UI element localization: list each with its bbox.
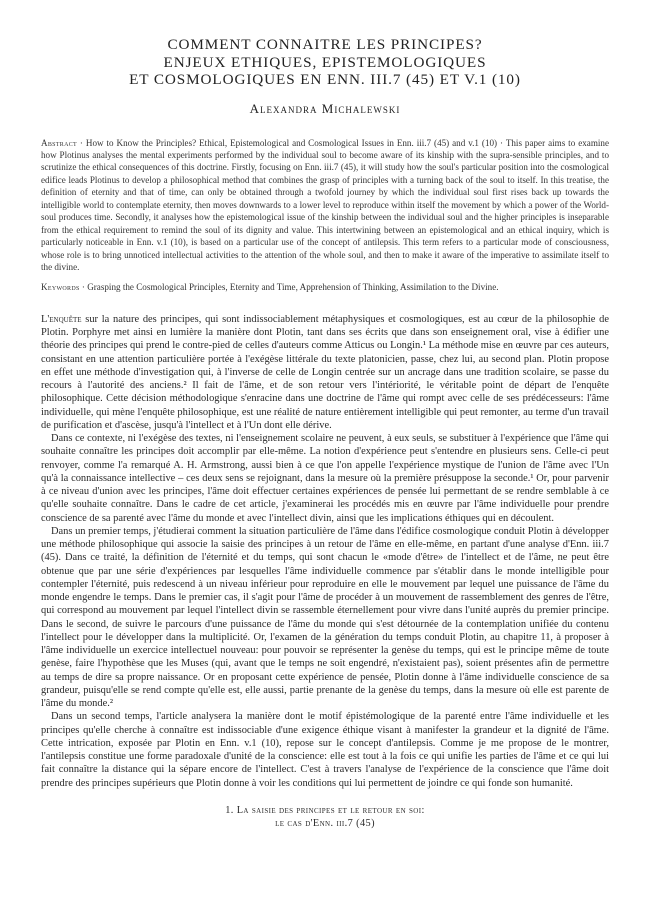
abstract-label: Abstract — [41, 137, 77, 148]
lead-word: L'enquête — [41, 313, 82, 325]
paragraph-4: Dans un second temps, l'article analysera la manière dont le motif épistémologique de la parenté entre l'âme individuelle et les principes qu'elle cherche à connaître est indissociable d'une exigence éthique visant à manifester la grandeur et la dignité de l'âme. Cette intrication, exposée par Plotin en Enn. v.1 (10), repose sur le concept d'antilepsis. Comme je me propose de le montrer, l'antilepsis constitue une forme paradoxale d'unité de la conscience: elle est tout à la fois ce qui unifie les parties de l'âme et ce qui lui fait connaître la distance qui la sépare encore de l'intellect. C'est à travers l'analyse de l'expérience de la conscience que l'âme doit prendre des principes supérieurs que Plotin donne à voir les conditions qui lui permettent de joindre ce qui fonde son humanité. — [41, 711, 609, 789]
abstract-text: · How to Know the Principles? Ethical, Epistemological and Cosmological Issues in Enn. iii.7 (45) and v.1 (10) · This paper aims to examine how Plotinus analyses the mental experiments performed by the individual soul to become aware of its kinship with the supra-sensible principles, and to scrutinize the ethical consequences of this doctrine. Firstly, focusing on Enn. iii.7 (45), it will study how the soul's particular position into the cosmological edifice leads Plotinus to develop a philosophical method that combines the grasp of principles with a turning back of the soul to itself. In this treatise, the definition of eternity and that of time, can only be obtained through a twofold journey by which the individual soul first rises back up towards the intelligible world to contemplate eternity, then moves downwards to a lower level to reproduce within itself the movement by which a power of the World-soul produces time. Secondly, it analyses how the epistemological issue of the kinship between the individual soul and the higher principles is inseparable from the ethical requirement to remind the soul of its dignity and value. This intertwining between an epistemological and an ethical inquiry, which is particularly noticeable in Enn. v.1 (10), is based on a particular use of the concept of antilepsis. This term refers to a particular mode of consciousness, whose role is to bring unnoticed intellectual activities to the attention of the whole soul, and then to make it aware of the imperative to assimilate itself to the divine. — [41, 137, 609, 273]
paragraph-1-text: sur la nature des principes, qui sont indissociablement métaphysiques et cosmologiques, est au cœur de la philosophie de Plotin. Porphyre met ainsi en lumière la manière dont Plotin, tant dans ses écrits que dans son enseignement oral, vise à édifier une théorie des principes qui prend le contre-pied de celles d'auteurs comme Atticus ou Longin.¹ La méthode mise en œuvre par ces auteurs, consistant en une attention particulière portée à l'exégèse littérale du texte platonicien, passe, chez lui, au second plan. Plotin propose en effet une méthode d'investigation qui, à l'inverse de celle de Longin centrée sur un ancrage dans une tradition scolaire, se passe du recours à l'autorité des anciens.² Il fait de l'âme, et de son retour vers l'intériorité, le véritable point de départ de l'enquête philosophique. Cette décision méthodologique s'enracine dans une doctrine de l'âme qui rompt avec celle de ses prédécesseurs: l'âme individuelle, qui mène l'enquête philosophique, est une réalité de nature entièrement intelligible qui peut remonter, au terme d'un travail de purification et d'ascèse, jusqu'à l'intellect et à l'Un dont elle dérive. — [41, 313, 609, 431]
abstract — [41, 137, 609, 274]
title-line-3: ET COSMOLOGIQUES EN ENN. III.7 (45) ET V.1 (10) — [129, 71, 521, 88]
section-heading-line-1: 1. La saisie des principes et le retour en soi: — [225, 804, 425, 816]
article-title — [41, 36, 609, 89]
author-name: Alexandra Michalewski — [249, 100, 401, 116]
keywords-text: · Grasping the Cosmological Principles, Eternity and Time, Apprehension of Thinking, Assimilation to the Divine. — [79, 282, 499, 293]
paragraph-3: Dans un premier temps, j'étudierai comment la situation particulière de l'âme dans l'édifice cosmologique conduit Plotin à développer une méthode philosophique qui associe la saisie des principes à un retour de l'âme en elle-même, en partant d'une analyse d'Enn. iii.7 (45). Dans ce traité, la définition de l'éternité et du temps, qui sont chacun le «mode d'être» de l'intellect et de l'âme, ne peut être obtenue que par une série d'expériences par lesquelles l'âme individuelle commence par s'établir dans le monde intelligible pour contempler l'éternité, puis redescend à un niveau inférieur pour reproduire en elle le mouvement par lequel une puissance de l'âme du monde engendre le temps. Dans le premier cas, il s'agit pour l'âme de procéder à un mouvement de rassemblement des genres de l'être, qui correspond au mouvement par lequel l'intellect divin se rassemble éternellement pour vivre dans l'unité auprès du premier principe. Dans le second, de suivre le parcours d'une puissance de l'âme du monde qui s'est détournée de la contemplation unifiée du contenu l'intellect pour le développer dans la multiplicité. Or, l'examen de la génération du temps conduit Plotin, au chapitre 11, à proposer à l'âme individuelle un exercice intellectuel nouveau: pour pouvoir se représenter la genèse du temps, qui est le principe même de toute genèse, faire l'hypothèse que les Muses (qui, avant que le temps ne soit engendré, n'existaient pas), soient présentes afin de permettre au temps de dire sa propre naissance. Or en proposant cette expérience de pensée, Plotin donne à l'âme individuelle conscience de sa grandeur, puisqu'elle se rend compte qu'elle est, elle aussi, partie prenante de la genèse du temps, dans la mesure où elle est parente de l'âme du monde.² — [41, 525, 609, 710]
title-line-2: ENJEUX ETHIQUES, EPISTEMOLOGIQUES — [163, 53, 487, 71]
paragraph-2: Dans ce contexte, ni l'exégèse des textes, ni l'enseignement scolaire ne peuvent, à eux seuls, se substituer à l'expérience que l'âme qui souhaite connaître les principes doit accomplir par elle-même. La notion d'expérience peut s'entendre en plusieurs sens. Celle-ci peut renvoyer, comme l'a remarqué A. H. Armstrong, aussi bien à ce que l'on appelle l'expérience mystique de l'union de l'âme avec l'Un qu'à la connaissance intellective – ces deux sens se rejoignant, dans la mesure où la première présuppose la seconde.¹ Or, pour parvenir à ce niveau d'union avec les principes, l'âme doit effectuer certaines expériences de pensée lui permettant de se rendre semblable à ce qu'elle souhaite connaître. Dans le cadre de cet article, j'examinerai les procédés mis en œuvre par l'âme individuelle pour prendre conscience de sa parenté avec l'âme du monde et avec l'intellect divin, ainsi que les implications éthiques qui en découlent. — [41, 433, 609, 524]
keywords — [41, 281, 609, 293]
section-heading — [41, 804, 609, 830]
paragraph-1 — [41, 313, 609, 432]
keywords-label: Keywords — [41, 282, 80, 293]
title-line-1: COMMENT CONNAITRE LES PRINCIPES? — [167, 36, 483, 53]
article-body — [41, 313, 609, 790]
section-heading-line-2: le cas d'Enn. iii.7 (45) — [275, 817, 375, 829]
